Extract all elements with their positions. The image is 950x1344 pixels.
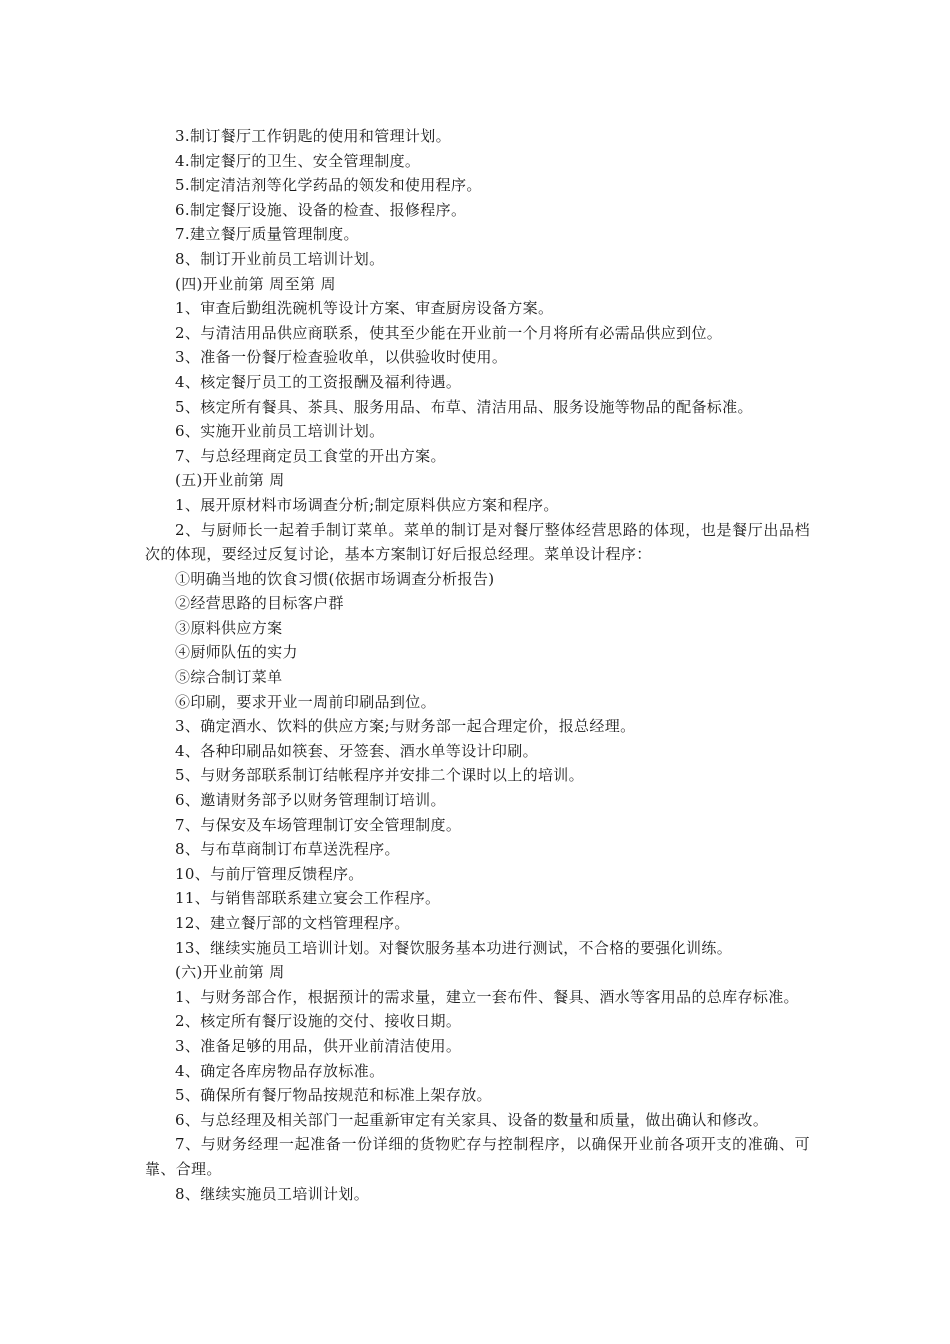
paragraph: 1、展开原材料市场调查分析;制定原料供应方案和程序。 [175, 495, 559, 514]
paragraph: 11、与销售部联系建立宴会工作程序。 [175, 889, 441, 908]
paragraph: 2、核定所有餐厅设施的交付、接收日期。 [175, 1012, 462, 1031]
paragraph: 8、制订开业前员工培训计划。 [175, 249, 385, 268]
document-body [145, 124, 810, 1206]
paragraph: 5、确保所有餐厅物品按规范和标准上架存放。 [175, 1086, 492, 1105]
paragraph: 4、确定各库房物品存放标准。 [175, 1061, 385, 1080]
paragraph: 6、实施开业前员工培训计划。 [175, 422, 385, 441]
section-heading: (五)开业前第 周 [175, 471, 285, 490]
paragraph: 3.制订餐厅工作钥匙的使用和管理计划。 [175, 127, 451, 145]
paragraph: 6、邀请财务部予以财务管理制订培训。 [175, 791, 446, 810]
paragraph: 6、与总经理及相关部门一起重新审定有关家具、设备的数量和质量，做出确认和修改。 [175, 1110, 769, 1129]
paragraph: ②经营思路的目标客户群 [175, 594, 344, 613]
paragraph: 4、核定餐厅员工的工资报酬及福利待遇。 [175, 372, 462, 391]
paragraph: 1、审查后勤组洗碗机等设计方案、审查厨房设备方案。 [175, 299, 554, 318]
paragraph: ③原料供应方案 [175, 618, 283, 637]
paragraph: 2、与清洁用品供应商联系，使其至少能在开业前一个月将所有必需品供应到位。 [175, 323, 723, 342]
paragraph: 5、核定所有餐具、茶具、服务用品、布草、清洁用品、服务设施等物品的配备标准。 [175, 397, 753, 416]
section-heading: (六)开业前第 周 [175, 963, 285, 982]
paragraph: 7、与财务经理一起准备一份详细的货物贮存与控制程序，以确保开业前各项开支的准确、可靠、合理。 [145, 1135, 810, 1178]
paragraph: 8、继续实施员工培训计划。 [175, 1184, 370, 1203]
paragraph: 10、与前厅管理反馈程序。 [175, 864, 364, 883]
paragraph: 3、确定酒水、饮料的供应方案;与财务部一起合理定价，报总经理。 [175, 717, 636, 736]
section-heading: (四)开业前第 周至第 周 [175, 274, 336, 293]
paragraph: ④厨师队伍的实力 [175, 643, 298, 662]
paragraph: ⑤综合制订菜单 [175, 668, 283, 687]
paragraph: 4.制定餐厅的卫生、安全管理制度。 [175, 151, 421, 170]
paragraph: 7、与总经理商定员工食堂的开出方案。 [175, 446, 446, 465]
paragraph: 3、准备足够的用品，供开业前清洁使用。 [175, 1036, 462, 1055]
paragraph: 8、与布草商制订布草送洗程序。 [175, 840, 400, 859]
paragraph: 4、各种印刷品如筷套、牙签套、酒水单等设计印刷。 [175, 741, 538, 760]
paragraph: 13、继续实施员工培训计划。对餐饮服务基本功进行测试，不合格的要强化训练。 [175, 938, 733, 957]
paragraph: 5、与财务部联系制订结帐程序并安排二个课时以上的培训。 [175, 766, 584, 785]
paragraph: 7、与保安及车场管理制订安全管理制度。 [175, 815, 462, 834]
paragraph: 2、与厨师长一起着手制订菜单。菜单的制订是对餐厅整体经营思路的体现，也是餐厅出品档次的体现，要经过反复讨论，基本方案制订好后报总经理。菜单设计程序： [145, 520, 810, 564]
paragraph: 5.制定清洁剂等化学药品的领发和使用程序。 [175, 176, 482, 195]
paragraph: ⑥印刷，要求开业一周前印刷品到位。 [175, 692, 436, 711]
paragraph: 3、准备一份餐厅检查验收单，以供验收时使用。 [175, 348, 508, 367]
paragraph: 1、与财务部合作，根据预计的需求量，建立一套布件、餐具、酒水等客用品的总库存标准。 [175, 987, 799, 1006]
paragraph: ①明确当地的饮食习惯(依据市场调查分析报告) [175, 569, 495, 588]
paragraph: 12、建立餐厅部的文档管理程序。 [175, 914, 410, 932]
paragraph: 6.制定餐厅设施、设备的检查、报修程序。 [175, 200, 467, 219]
paragraph: 7.建立餐厅质量管理制度。 [175, 225, 359, 244]
